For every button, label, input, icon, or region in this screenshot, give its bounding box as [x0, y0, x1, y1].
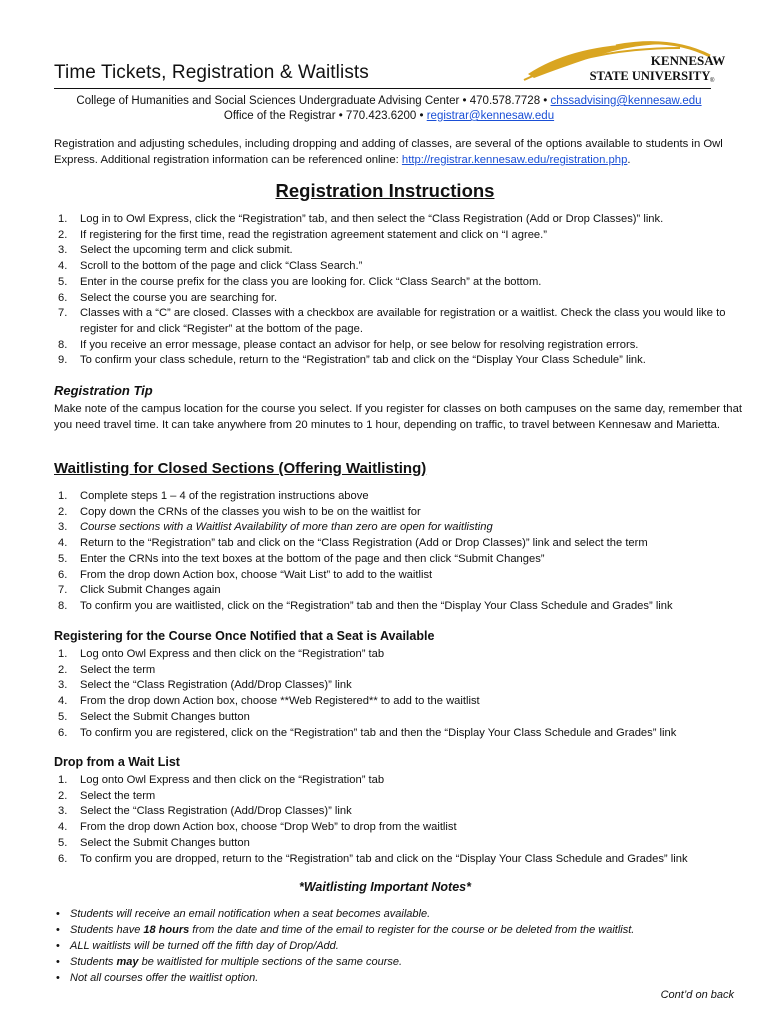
waitlisting-heading: Waitlisting for Closed Sections (Offering Waitlisting) — [54, 460, 427, 477]
step-number: 4. — [58, 260, 68, 273]
step-text: Select the Submit Changes button — [80, 836, 250, 849]
list-item — [54, 568, 750, 584]
bullet-icon: • — [56, 924, 60, 936]
list-item — [54, 212, 750, 228]
note-text: be waitlisted for multiple sections of the same course. — [138, 956, 403, 968]
step-text: To confirm you are dropped, return to the “Registration” tab and click on the “Display Your Class Schedule and Grades” link — [80, 852, 688, 865]
ksu-logo — [520, 38, 726, 86]
list-item — [54, 678, 750, 694]
list-item — [54, 599, 750, 615]
step-number: 7. — [58, 307, 68, 320]
step-number: 3. — [58, 805, 68, 818]
step-text: Copy down the CRNs of the classes you wish to be on the waitlist for — [80, 505, 421, 518]
step-text: Log in to Owl Express, click the “Registration” tab, and then select the “Class Registration (Add or Drop Classes)” link. — [80, 213, 664, 225]
list-item — [54, 954, 744, 970]
note-text: Students will receive an email notification when a seat becomes available. — [70, 908, 431, 920]
logo-line1: KENNESAW — [650, 53, 726, 68]
list-item — [54, 353, 750, 369]
list-item — [54, 228, 750, 244]
step-number: 3. — [58, 521, 68, 534]
registrar-contact-text: Office of the Registrar • 770.423.6200 • — [223, 110, 424, 122]
list-item — [54, 694, 750, 710]
step-text: To confirm you are registered, click on the “Registration” tab and then the “Display Your Class Schedule and Grades” link — [80, 726, 677, 739]
step-number: 2. — [58, 789, 68, 802]
notified-heading: Registering for the Course Once Notified that a Seat is Available — [54, 629, 435, 643]
step-text: If registering for the first time, read the registration agreement statement and click on “I agree.” — [80, 228, 547, 241]
step-number: 2. — [58, 228, 68, 241]
intro-period: . — [627, 154, 631, 166]
list-item — [54, 583, 750, 599]
list-item — [54, 773, 750, 789]
list-item — [54, 243, 750, 259]
step-number: 1. — [58, 490, 68, 502]
step-number: 6. — [58, 852, 68, 865]
drop-steps-list — [54, 773, 750, 867]
logo-mark: ® — [710, 78, 715, 84]
page-title: Time Tickets, Registration & Waitlists — [54, 62, 369, 83]
advising-contact-text: College of Humanities and Social Sciences Undergraduate Advising Center • 470.578.7728 • — [76, 95, 548, 107]
step-text: Select the term — [80, 789, 156, 802]
step-text: To confirm you are waitlisted, click on the “Registration” tab and then the “Display Your Class Schedule and Grades” link — [80, 599, 673, 612]
registration-tip-heading: Registration Tip — [54, 383, 153, 398]
step-number: 5. — [58, 710, 68, 723]
list-item — [54, 505, 750, 521]
step-text: Return to the “Registration” tab and click on the “Class Registration (Add or Drop Classes)” link and select the term — [80, 537, 648, 550]
note-text: Students have — [70, 924, 144, 936]
waitlisting-notes-heading: *Waitlisting Important Notes* — [298, 880, 471, 894]
step-text: Select the term — [80, 663, 156, 676]
step-text: Click Submit Changes again — [80, 584, 221, 597]
advising-contact — [54, 94, 724, 109]
note-text: Students — [70, 956, 117, 968]
list-item — [54, 970, 744, 986]
list-item — [54, 306, 750, 337]
list-item — [54, 520, 750, 536]
step-number: 8. — [58, 338, 68, 351]
step-text: Select the “Class Registration (Add/Drop Classes)” link — [80, 679, 352, 692]
step-number: 3. — [58, 244, 68, 257]
step-text: From the drop down Action box, choose “Wait List” to add to the waitlist — [80, 568, 433, 581]
note-emphasis: 18 hours — [143, 924, 190, 936]
bullet-icon: • — [56, 940, 60, 952]
step-number: 3. — [58, 679, 68, 692]
logo-line2: STATE UNIVERSITY — [589, 69, 711, 83]
bullet-icon: • — [56, 956, 60, 968]
step-number: 6. — [58, 568, 68, 581]
step-number: 6. — [58, 726, 68, 739]
list-item — [54, 710, 750, 726]
list-item — [54, 820, 750, 836]
list-item — [54, 938, 744, 954]
note-text: Not all courses offer the waitlist option. — [70, 972, 259, 984]
list-item — [54, 647, 750, 663]
step-number: 4. — [58, 695, 68, 708]
registration-instructions-heading: Registration Instructions — [275, 180, 495, 201]
waitlisting-steps-list — [54, 489, 750, 615]
step-number: 1. — [58, 648, 68, 660]
header-rule — [54, 88, 711, 89]
step-text: Classes with a “C” are closed. Classes with a checkbox are available for registration or a waitlist. Check the class you would like to register for and click “Register” at the bottom of the page. — [80, 307, 726, 335]
registration-tip-text: Make note of the campus location for the course you select. If you register for classes on both campuses on the same day, remember that you need travel time. It can take anywhere from 20 minutes to 1 hour, depending on traffic, to travel between Kennesaw and Marietta. — [54, 403, 742, 431]
step-text: Complete steps 1 – 4 of the registration instructions above — [80, 490, 369, 502]
bullet-icon: • — [56, 908, 60, 920]
notified-steps-list — [54, 647, 750, 741]
list-item — [54, 489, 750, 505]
step-text: From the drop down Action box, choose “Drop Web” to drop from the waitlist — [80, 821, 457, 834]
step-text: To confirm your class schedule, return to the “Registration” tab and click on the “Display Your Class Schedule” link. — [80, 354, 646, 367]
registration-steps-list — [54, 212, 750, 369]
list-item — [54, 552, 750, 568]
list-item — [54, 726, 750, 742]
list-item — [54, 836, 750, 852]
note-emphasis: may — [116, 956, 139, 968]
step-text: Scroll to the bottom of the page and click “Class Search.” — [80, 260, 363, 273]
step-number: 5. — [58, 552, 68, 565]
step-number: 5. — [58, 836, 68, 849]
list-item — [54, 338, 750, 354]
step-number: 1. — [58, 213, 68, 225]
step-text: If you receive an error message, please contact an advisor for help, or see below for resolving registration errors. — [80, 338, 639, 351]
intro-paragraph — [54, 136, 744, 168]
step-text: From the drop down Action box, choose **Web Registered** to add to the waitlist — [80, 695, 480, 708]
list-item — [54, 804, 750, 820]
registrar-email-link[interactable]: registrar@kennesaw.edu — [426, 110, 555, 122]
step-number: 4. — [58, 821, 68, 834]
step-number: 5. — [58, 275, 68, 288]
advising-email-link[interactable]: chssadvising@kennesaw.edu — [550, 95, 702, 107]
step-number: 7. — [58, 584, 68, 597]
step-number: 4. — [58, 537, 68, 550]
registration-link[interactable]: http://registrar.kennesaw.edu/registration.php — [401, 154, 628, 166]
step-text: Select the upcoming term and click submit. — [80, 244, 293, 257]
step-number: 2. — [58, 505, 68, 518]
list-item — [54, 663, 750, 679]
step-number: 9. — [58, 354, 68, 367]
list-item — [54, 906, 744, 922]
list-item — [54, 536, 750, 552]
step-text: Course sections with a Waitlist Availability of more than zero are open for waitlisting — [80, 521, 493, 534]
step-text: Log onto Owl Express and then click on the “Registration” tab — [80, 648, 385, 660]
list-item — [54, 789, 750, 805]
list-item — [54, 922, 744, 938]
step-number: 6. — [58, 291, 68, 304]
step-text: Log onto Owl Express and then click on the “Registration” tab — [80, 774, 385, 786]
step-text: Enter the CRNs into the text boxes at the bottom of the page and then click “Submit Changes” — [80, 552, 545, 565]
note-text: from the date and time of the email to register for the course or be deleted from the waitlist. — [189, 924, 635, 936]
list-item — [54, 291, 750, 307]
registrar-contact — [54, 109, 724, 124]
step-text: Select the “Class Registration (Add/Drop Classes)” link — [80, 805, 352, 818]
step-number: 2. — [58, 663, 68, 676]
continued-note: Cont’d on back — [660, 989, 734, 1001]
bullet-icon: • — [56, 972, 60, 984]
step-text: Select the Submit Changes button — [80, 710, 250, 723]
step-number: 1. — [58, 774, 68, 786]
list-item — [54, 852, 750, 868]
intro-text: Registration and adjusting schedules, including dropping and adding of classes, are several of the options available to students in Owl Express. Additional registration information can be referenced online: — [54, 138, 723, 166]
note-text: ALL waitlists will be turned off the fifth day of Drop/Add. — [70, 940, 339, 952]
step-text: Select the course you are searching for. — [80, 291, 278, 304]
step-number: 8. — [58, 599, 68, 612]
drop-waitlist-heading: Drop from a Wait List — [54, 755, 180, 769]
waitlisting-notes-list — [54, 906, 744, 986]
list-item — [54, 275, 750, 291]
list-item — [54, 259, 750, 275]
step-text: Enter in the course prefix for the class you are looking for. Click “Class Search” at the bottom. — [80, 275, 542, 288]
